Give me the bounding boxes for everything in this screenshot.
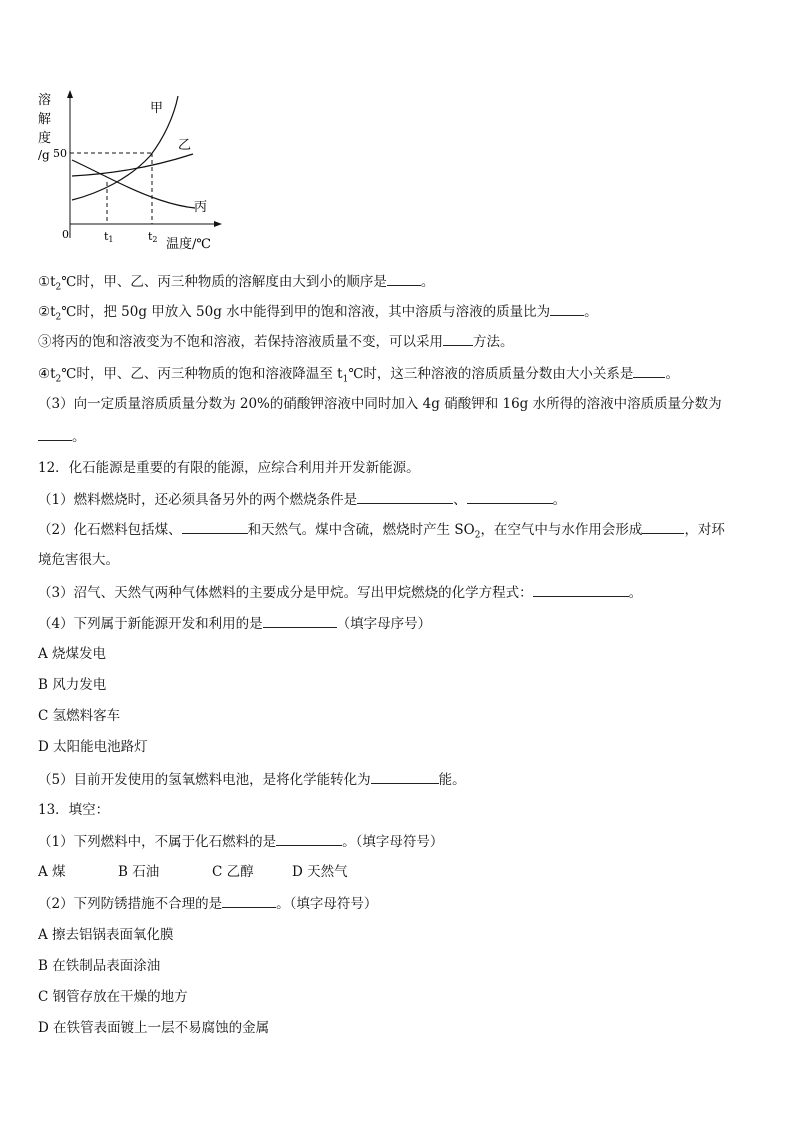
answer-blank[interactable] xyxy=(222,894,276,908)
q13-p1-option-b[interactable]: B 石油 xyxy=(118,864,160,880)
q12-option-a[interactable]: A 烧煤发电 xyxy=(38,646,107,662)
answer-blank[interactable] xyxy=(443,332,473,346)
q11-sub2: $②t_2℃$时，把 50g 甲放入 50g 水中能得到甲的饱和溶液，其中溶质与溶液的质量比为 。 xyxy=(38,304,598,323)
answer-blank[interactable] xyxy=(550,302,584,316)
origin-label: 0 xyxy=(62,228,69,241)
answer-blank[interactable] xyxy=(276,832,342,846)
q12-part1: （1）燃料燃烧时，还必须具备另外的两个燃烧条件是 、 。 xyxy=(38,492,567,508)
x-axis-label: 温度/℃ xyxy=(166,237,211,252)
q13-part2: （2）下列防锈措施不合理的是 。（填字母符号） xyxy=(38,896,378,912)
q12-part3: （3）沼气、天然气两种气体燃料的主要成分是甲烷。写出甲烷燃烧的化学方程式： 。 xyxy=(38,585,643,601)
t2-label: t2 xyxy=(148,230,158,244)
y-tick-50: 50 xyxy=(53,147,67,160)
q12-part5: （5）目前开发使用的氢氧燃料电池，是将化学能转化为 能。 xyxy=(38,772,466,788)
curve-bing xyxy=(72,160,195,208)
answer-blank[interactable] xyxy=(357,490,453,504)
q12-option-b[interactable]: B 风力发电 xyxy=(38,677,107,693)
q11-sub4: $④t_2℃$时，甲、乙、丙三种物质的饱和溶液降温至 $t_1℃$时，这三种溶液的溶质质量分数由大小关系是 。 xyxy=(38,366,679,385)
answer-blank[interactable] xyxy=(533,583,629,597)
solubility-graph xyxy=(30,88,230,258)
answer-blank[interactable] xyxy=(182,520,248,534)
q12-option-d[interactable]: D 太阳能电池路灯 xyxy=(38,739,148,755)
q12-option-c[interactable]: C 氢燃料客车 xyxy=(38,708,121,724)
q12-part2: （2）化石燃料包括煤、 和天然气。煤中含硫，燃烧时产生 $SO_2$，在空气中与水作用会形成 ，对环 xyxy=(38,522,725,541)
answer-blank[interactable] xyxy=(642,520,684,534)
q13-option-b[interactable]: B 在铁制品表面涂油 xyxy=(38,958,161,974)
curve-jia-label: 甲 xyxy=(150,101,164,116)
q12-title: 12．化石能源是重要的有限的能源，应综合利用并开发新能源。 xyxy=(38,460,420,476)
q13-option-a[interactable]: A 擦去铝锅表面氧化膜 xyxy=(38,927,174,943)
q12-part2-cont: 境危害很大。 xyxy=(38,552,119,568)
answer-blank[interactable] xyxy=(371,770,439,784)
answer-blank[interactable] xyxy=(38,427,72,441)
q13-option-c[interactable]: C 钢管存放在干燥的地方 xyxy=(38,989,188,1005)
answer-blank[interactable] xyxy=(633,364,665,378)
y-axis-arrow xyxy=(67,90,73,98)
q13-title: 13．填空： xyxy=(38,802,110,818)
answer-blank[interactable] xyxy=(387,272,421,286)
x-axis-arrow xyxy=(214,221,222,227)
y-label-3: 度 xyxy=(38,131,52,146)
y-label-1: 溶 xyxy=(38,93,52,108)
answer-blank[interactable] xyxy=(467,490,553,504)
q13-option-d[interactable]: D 在铁管表面镀上一层不易腐蚀的金属 xyxy=(38,1020,270,1036)
q11-part3-cont: 。 xyxy=(38,427,86,446)
q12-part4: （4）下列属于新能源开发和利用的是 （填字母序号） xyxy=(38,616,432,632)
answer-blank[interactable] xyxy=(263,614,337,628)
q13-p1-option-a[interactable]: A 煤 xyxy=(38,864,66,880)
curve-yi-label: 乙 xyxy=(178,138,192,153)
q11-part3: （3）向一定质量溶质质量分数为 20%的硝酸钾溶液中同时加入 4g 硝酸钾和 16g 水所得的溶液中溶质质量分数为 xyxy=(38,396,722,412)
t1-label: t1 xyxy=(104,230,114,244)
q11-sub1: $①t_2℃$时，甲、乙、丙三种物质的溶解度由大到小的顺序是 。 xyxy=(38,274,435,293)
q11-sub3: ③将丙的饱和溶液变为不饱和溶液，若保持溶液质量不变，可以采用 方法。 xyxy=(38,334,514,350)
curve-yi xyxy=(72,154,193,176)
y-unit: /g xyxy=(38,148,50,162)
q13-part1-options xyxy=(38,863,348,881)
curve-bing-label: 丙 xyxy=(194,200,208,215)
y-label-2: 解 xyxy=(38,112,52,127)
q13-part1: （1）下列燃料中，不属于化石燃料的是 。（填字母符号） xyxy=(38,834,444,850)
q13-p1-option-d[interactable]: D 天然气 xyxy=(292,864,348,880)
q13-p1-option-c[interactable]: C 乙醇 xyxy=(212,864,254,880)
